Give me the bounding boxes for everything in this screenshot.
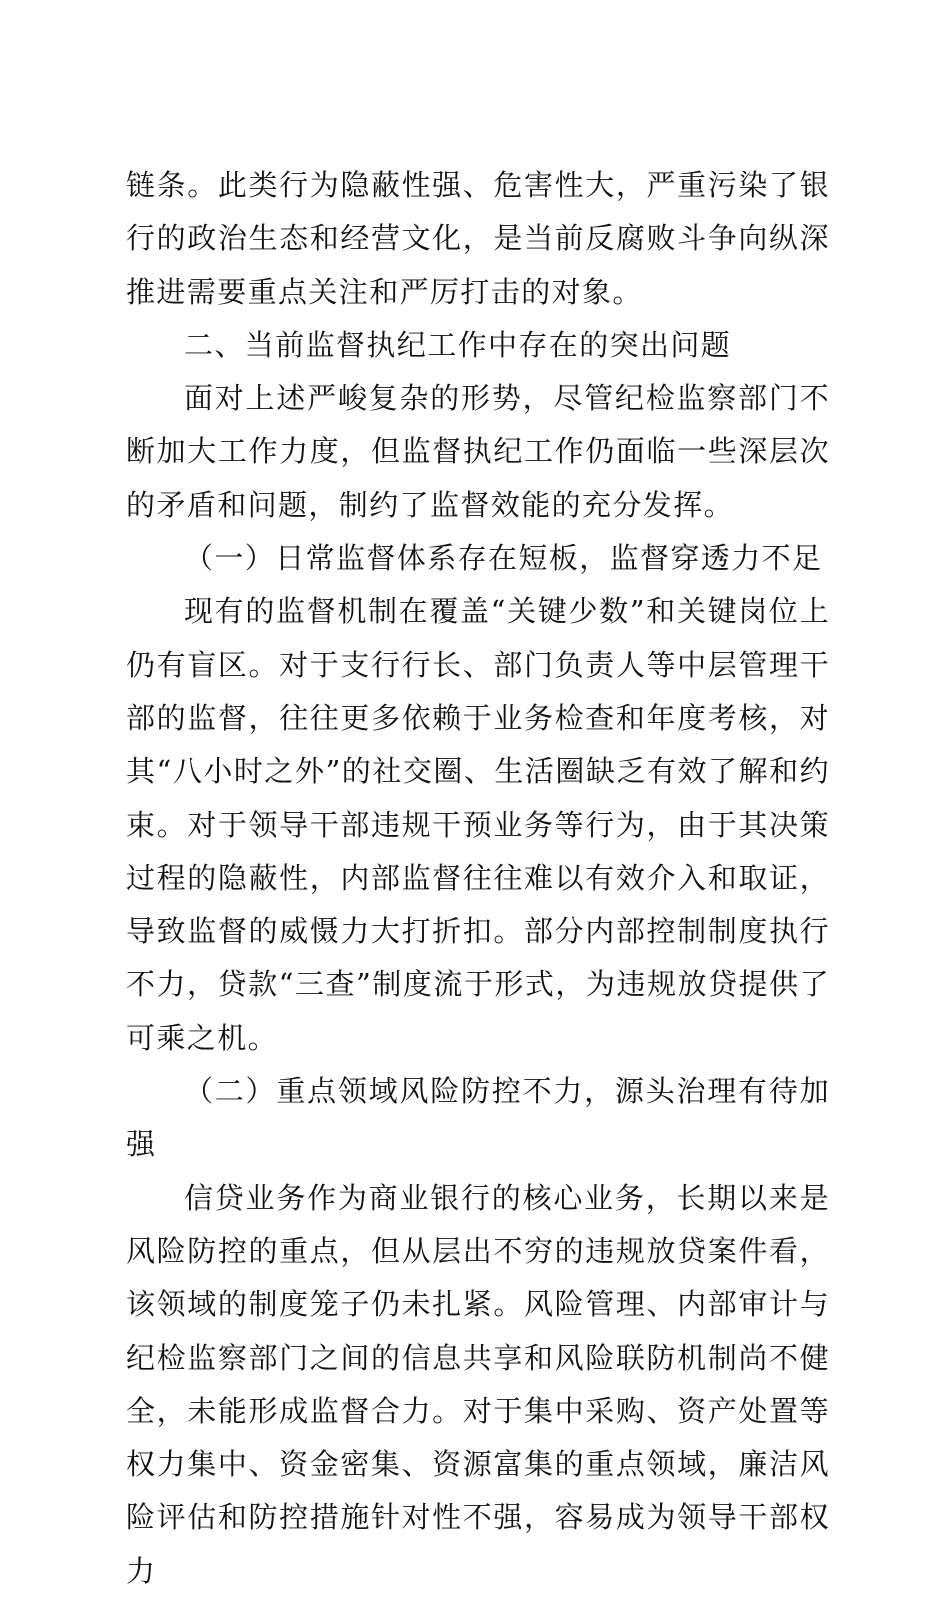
paragraph-body: 信贷业务作为商业银行的核心业务，长期以来是风险防控的重点，但从层出不穷的违规放贷案件看，该领域的制度笼子仍未扎紧。风险管理、内部审计与纪检监察部门之间的信息共享和风险联防机制尚不健全，未能形成监督合力。对于集中采购、资产处置等权力集中、资金密集、资源富集的重点领域，廉洁风险评估和防控措施针对性不强，容易成为领导干部权力 [126, 1180, 830, 1588]
subheading-1: （一）日常监督体系存在短板，监督穿透力不足 [184, 541, 823, 576]
paragraph-body: 面对上述严峻复杂的形势，尽管纪检监察部门不断加大工作力度，但监督执纪工作仍面临一些深层次的矛盾和问题，制约了监督效能的充分发挥。 [126, 381, 830, 522]
section-heading-2: 二、当前监督执纪工作中存在的突出问题 [184, 327, 732, 362]
paragraph-continuation: 链条。此类行为隐蔽性强、危害性大，严重污染了银行的政治生态和经营文化，是当前反腐败斗争向纵深推进需要重点关注和严厉打击的对象。 [126, 168, 830, 309]
document-body [126, 159, 830, 1598]
subheading-2: （二）重点领域风险防控不力，源头治理有待加强 [126, 1074, 830, 1162]
paragraph-body: 现有的监督机制在覆盖“关键少数”和关键岗位上仍有盲区。对于支行行长、部门负责人等中层管理干部的监督，往往更多依赖于业务检查和年度考核，对其“八小时之外”的社交圈、生活圈缺乏有效了解和约束。对于领导干部违规干预业务等行为，由于其决策过程的隐蔽性，内部监督往往难以有效介入和取证，导致监督的威慑力大打折扣。部分内部控制制度执行不力，贷款“三查”制度流于形式，为违规放贷提供了可乘之机。 [126, 594, 830, 1055]
